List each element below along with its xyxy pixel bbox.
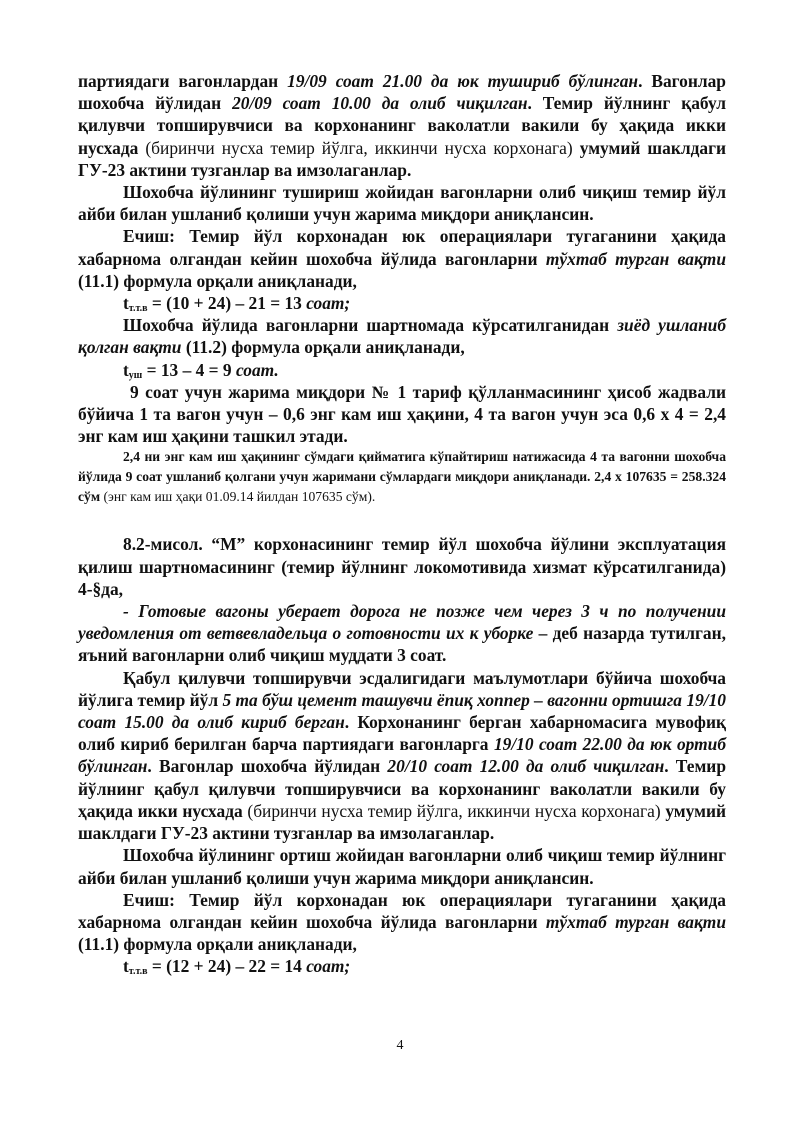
text-italic: 19/09 соат 21.00 да юк тушириб бўлинган: [287, 71, 639, 91]
text-italic: 5 та бўш цемент ташувчи ёпиқ хоппер – вагонни ортишга 19/10 соат 15.00 да олиб кириб берган: [78, 689, 726, 733]
formula-var: t: [123, 293, 129, 314]
spacer: [78, 507, 726, 533]
formula-expr: = (12 + 24) – 22 = 14: [147, 956, 307, 977]
formula-expr: = 13 – 4 = 9: [142, 359, 236, 380]
text-normal: (биринчи нусха темир йўлга, иккинчи нусха корхонага): [247, 800, 666, 821]
text: . Корхонанинг берган хабарномасига мувофиқ олиб кириб берилган барча партиядаги вагонларга: [78, 712, 726, 755]
paragraph-2: Шохобча йўлининг тушириш жойидан вагонларни олиб чиқиш темир йўл айби билан ушланиб қолиши учун жарима миқдори аниқлансин.: [78, 182, 726, 225]
text-normal: (биринчи нусха темир йўлга, иккинчи нусха корхонага): [145, 137, 580, 158]
paragraph-7: 8.2-мисол. “M” корхонасининг темир йўл шохобча йўлини эксплуатация қилиш шартномасининг (темир йўлнинг локомотивида хизмат кўрсатилганида) 4-§да,: [78, 534, 726, 599]
text: . Темир йўлнинг қабул қилувчи топширувчиси ва корхонанинг ваколатли вакили бу ҳақида икки нусхада: [78, 93, 726, 158]
formula-expr: = (10 + 24) – 21 = 13: [147, 293, 307, 314]
formula-unit: соат;: [306, 293, 351, 314]
formula-unit: соат;: [306, 956, 351, 977]
paragraph-3: [78, 225, 726, 292]
paragraph-5: 9 соат учун жарима миқдори № 1 тариф қўлланмасининг ҳисоб жадвали бўйича 1 та вагон учун – 0,6 энг кам иш ҳақини, 4 та вагон учун эса 0,6 x 4 = 2,4 энг кам иш ҳақини ташкил этади.: [78, 381, 726, 447]
formula-sub: уш: [128, 369, 143, 381]
paragraph-1: [78, 70, 726, 181]
paragraph-8: [78, 600, 726, 667]
text-italic: тўхтаб турган вақти: [545, 911, 726, 932]
formula-unit: соат.: [235, 359, 279, 380]
text: (11.1) формула орқали аниқланади,: [78, 934, 357, 955]
paragraph-10: Шохобча йўлининг ортиш жойидан вагонларни олиб чиқиш темир йўлнинг айби билан ушланиб қолиши учун жарима миқдори аниқлансин.: [78, 845, 726, 888]
text: 2,4 ни энг кам иш ҳақининг сўмдаги қийматига кўпайтириш натижасида 4 та вагонни шохобча йўлида 9 соат ушланиб қолгани учун жаримани сўмлардаги миқдори аниқланади. 2,4 x 107635 = 258.324 сўм: [78, 449, 726, 505]
text: (11.1) формула орқали аниқланади,: [78, 270, 357, 291]
text-italic: 20/09 соат 10.00 да олиб чиқилган: [232, 93, 528, 114]
text-italic: 19/10 соат 22.00 да юк ортиб бўлинган: [78, 734, 726, 777]
page-number: 4: [396, 1038, 404, 1053]
text: партиядаги вагонлардан: [78, 71, 288, 91]
text: . Вагонлар шохобча йўлидан: [147, 756, 388, 777]
formula-var: t: [123, 359, 129, 380]
paragraph-6: [78, 447, 726, 507]
text: . Темир йўлнинг қабул қилувчи топширувчиси ва корхонанинг ваколатли вакили бу ҳақида икки нусхада: [78, 756, 726, 821]
text: Қабул қилувчи топширувчи эсдалигидаги маълумотлари бўйича шохобча йўлига темир йўл: [78, 667, 726, 710]
text-italic: 20/10 соат 12.00 да олиб чиқилган: [387, 756, 665, 777]
text-normal: (энг кам иш ҳақи 01.09.14 йилдан 107635 сўм).: [100, 489, 376, 505]
paragraph-9: [78, 667, 726, 845]
text-italic: - Готовые вагоны уберает дорога не позже чем через 3 ч по получении уведомления от ветвевладельца о готовности их к уборке: [78, 601, 726, 644]
text-italic: тўхтаб турган вақти: [545, 248, 726, 269]
text: (11.2) формула орқали аниқланади,: [181, 337, 465, 358]
text: . Вагонлар шохобча йўлидан: [78, 71, 726, 114]
paragraph-11: [78, 889, 726, 956]
formula-sub: т.т.в: [128, 303, 148, 315]
paragraph-4: [78, 314, 726, 358]
text: Шохобча йўлида вагонларни шартномада кўрсатилганидан: [123, 315, 618, 336]
text: – деб назарда тутилган, яъний вагонларни олиб чиқиш муддати 3 соат.: [78, 623, 726, 666]
text: Ечиш: Темир йўл корхонадан юк операциялари тугаганини ҳақида хабарнома олгандан кейин шохобча йўлида вагонларни: [78, 226, 726, 269]
text: умумий шаклдаги ГУ-23 актини тузганлар ва имзолаганлар.: [78, 137, 726, 180]
text: умумий шаклдаги ГУ-23 актини тузганлар ва имзолаганлар.: [78, 800, 726, 844]
text: Ечиш: Темир йўл корхонадан юк операциялари тугаганини ҳақида хабарнома олгандан кейин шохобча йўлида вагонларни: [78, 889, 726, 932]
formula-2: [78, 359, 726, 381]
formula-var: t: [123, 956, 129, 977]
text-italic: зиёд ушланиб қолган вақти: [78, 315, 727, 358]
document-page: [78, 70, 726, 978]
formula-3: [78, 955, 726, 977]
formula-1: [78, 292, 726, 314]
formula-sub: т.т.в: [128, 966, 148, 978]
